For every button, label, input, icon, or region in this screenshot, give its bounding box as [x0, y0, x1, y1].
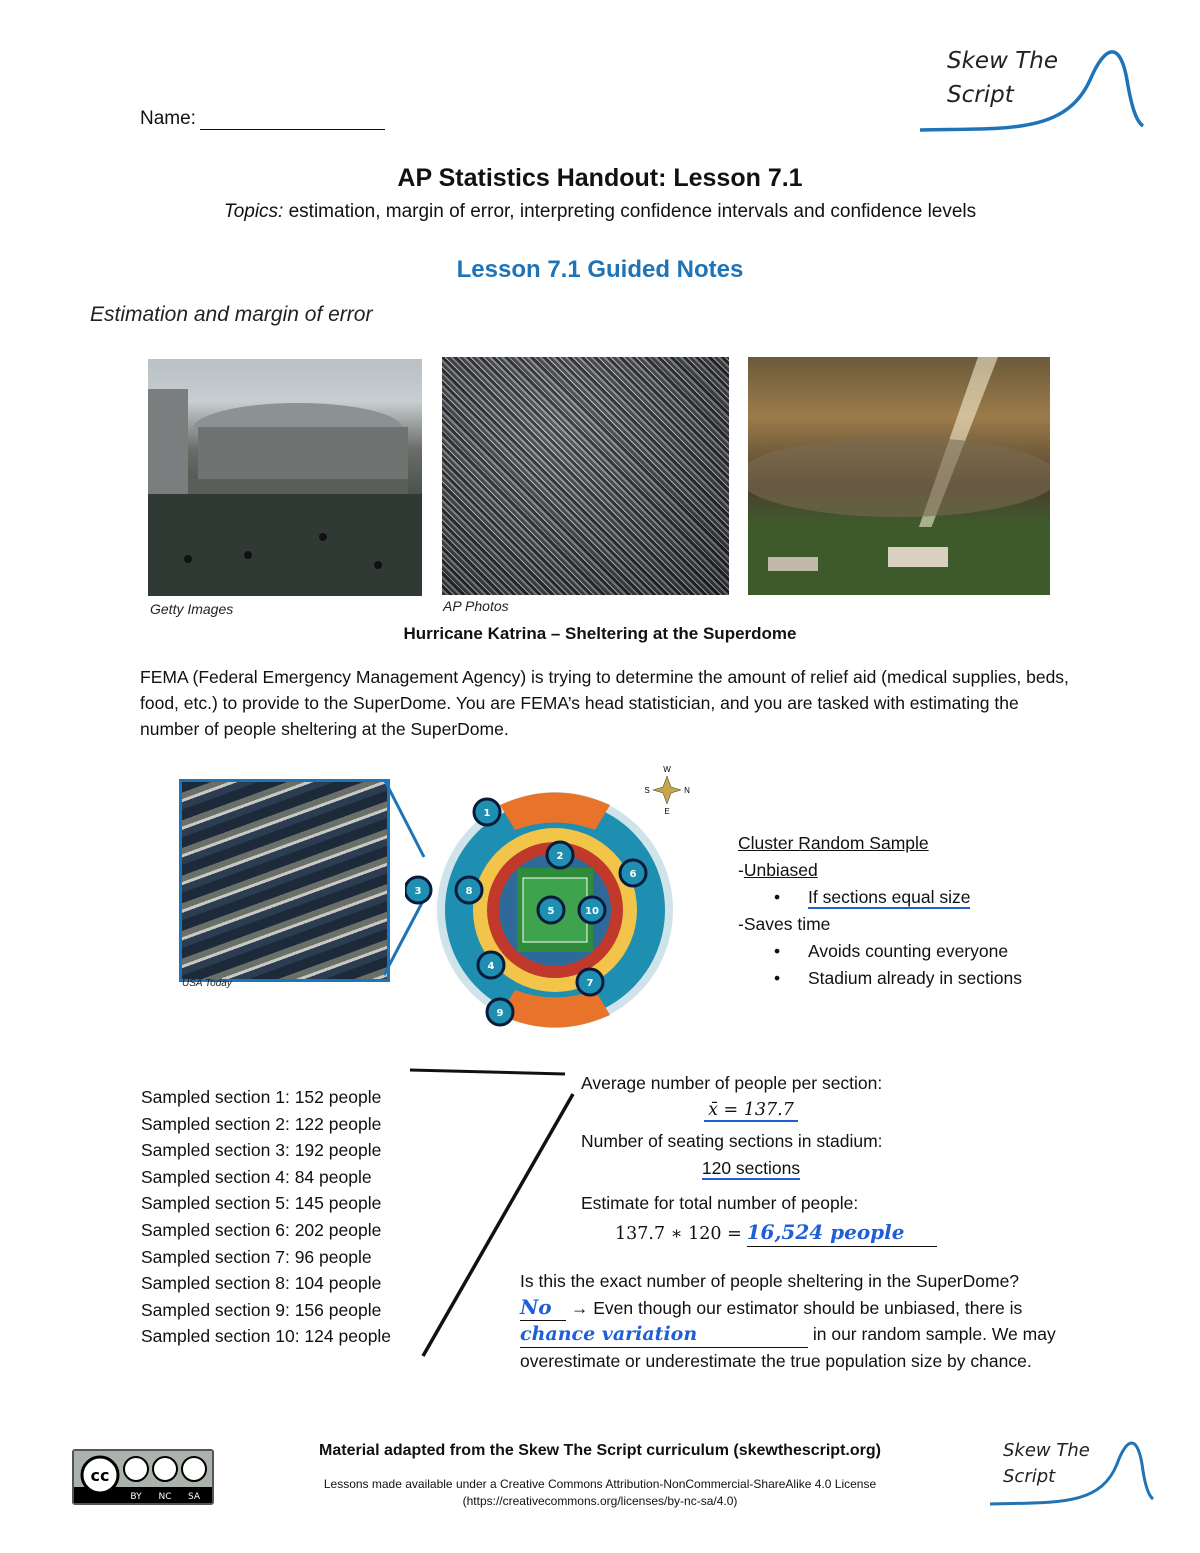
sample-row: Sampled section 5: 145 people	[141, 1193, 382, 1214]
estimate-row	[581, 1218, 937, 1248]
sample-row: Sampled section 4: 84 people	[141, 1166, 372, 1187]
question-block	[520, 1268, 1120, 1374]
estimate-label: Estimate for total number of people:	[581, 1193, 859, 1213]
logo-line1: Skew The	[1003, 1440, 1090, 1461]
cluster-bullet-1: • Stadium already in sections	[738, 965, 1022, 992]
question-line3	[520, 1321, 1120, 1348]
answer-chance-variation: chance variation	[520, 1321, 808, 1348]
topics	[0, 201, 1200, 223]
sample-row: Sampled section 7: 96 people	[141, 1246, 372, 1267]
question-line2	[520, 1294, 1120, 1321]
footer-attribution: Material adapted from the Skew The Script curriculum (skewthescript.org)	[319, 1442, 881, 1459]
section-marker-label: 6	[629, 869, 637, 880]
name-field	[140, 108, 385, 130]
sample-row: Sampled section 9: 156 people	[141, 1299, 382, 1320]
logo-top	[915, 40, 1145, 140]
cluster-item-saves-time: -Saves time	[738, 914, 831, 934]
logo-bottom	[985, 1432, 1155, 1512]
section-marker-label: 9	[496, 1008, 504, 1019]
compass-e: N	[684, 786, 690, 795]
cluster-equal-size-text: If sections equal size	[808, 887, 971, 907]
section-marker-label: 7	[586, 978, 594, 989]
logo-line2: Script	[1003, 1466, 1056, 1487]
avg-label: Average number of people per section:	[581, 1073, 883, 1093]
compass-w: S	[644, 786, 650, 795]
compass-n: W	[663, 765, 671, 774]
question-text: Is this the exact number of people sheltering in the SuperDome?	[520, 1271, 1020, 1291]
sample-row: Sampled section 1: 152 people	[141, 1087, 382, 1107]
section-marker-label: 5	[547, 906, 555, 917]
calculation-block	[581, 1068, 937, 1248]
sample-row: Sampled section 10: 124 people	[141, 1326, 392, 1347]
answer-no: No	[520, 1294, 566, 1321]
cc-nc: NC	[158, 1492, 172, 1502]
photo-crowd	[442, 357, 729, 595]
cluster-notes	[738, 830, 1022, 992]
samples-list	[141, 1084, 391, 1350]
name-label: Name:	[140, 108, 196, 129]
cluster-item-prefix: -	[738, 860, 744, 880]
cluster-heading: Cluster Random Sample	[738, 833, 929, 853]
sample-row: Sampled section 3: 192 people	[141, 1140, 382, 1161]
inset-seating-photo	[179, 779, 390, 982]
sections-value-row	[581, 1156, 921, 1180]
photo-credit-getty: Getty Images	[150, 601, 234, 617]
logo-line2: Script	[947, 82, 1014, 108]
question-line2-text: → Even though our estimator should be unbiased, there is	[570, 1298, 1023, 1318]
section-marker-label: 2	[556, 851, 564, 862]
cluster-bullet-0: • Avoids counting everyone	[738, 938, 1022, 965]
inset-credit: USA Today	[182, 978, 232, 989]
topics-text: estimation, margin of error, interpreting confidence intervals and confidence levels	[283, 201, 977, 222]
question-line4: overestimate or underestimate the true population size by chance.	[520, 1351, 1032, 1371]
section-marker-label: 1	[483, 808, 491, 819]
avg-value-row	[581, 1098, 921, 1122]
photo-flooded-superdome	[148, 359, 422, 596]
sample-row: Sampled section 6: 202 people	[141, 1219, 382, 1240]
photo-caption: Hurricane Katrina – Sheltering at the Superdome	[403, 624, 797, 643]
footer-license-text: Lessons made available under a Creative Commons Attribution-NonCommercial-ShareAlike 4.0 License	[323, 1477, 877, 1491]
cluster-unbiased-text: Unbiased	[743, 860, 818, 880]
section-marker-label: 10	[585, 906, 599, 917]
cc-sa: SA	[187, 1492, 201, 1502]
superdome-exterior-image	[148, 359, 422, 596]
sample-row: Sampled section 2: 122 people	[141, 1113, 382, 1134]
section-marker-label: 4	[487, 961, 495, 972]
avg-value: x̄ = 137.7	[704, 1100, 798, 1122]
section-heading: Estimation and margin of error	[90, 303, 373, 326]
name-blank[interactable]	[200, 111, 385, 130]
cluster-item-unbiased	[738, 857, 1022, 884]
topics-label: Topics:	[223, 201, 284, 222]
sample-row: Sampled section 8: 104 people	[141, 1273, 382, 1294]
superdome-interior-image	[748, 357, 1050, 595]
sections-value: 120 sections	[701, 1158, 801, 1178]
cluster-bullet-equal-size	[738, 884, 1022, 911]
photo-credit-ap: AP Photos	[443, 598, 509, 614]
section-marker-label: 3	[414, 886, 422, 897]
intro-paragraph: FEMA (Federal Emergency Management Agency) is trying to determine the amount of relief aid (medical supplies, beds, food, etc.) to provide to the SuperDome. You are FEMA’s head statistician, and you are tasked with estimating the number of people sheltering at the SuperDome.	[140, 667, 1069, 739]
question-line3-text: in our random sample. We may	[808, 1324, 1056, 1344]
cc-by: BY	[130, 1492, 142, 1502]
section-marker-label: 8	[465, 886, 473, 897]
photo-superdome-interior	[748, 357, 1050, 595]
compass-s: E	[664, 807, 670, 816]
estimate-answer: 16,524 people	[747, 1218, 937, 1247]
page-title: AP Statistics Handout: Lesson 7.1	[397, 164, 803, 192]
guided-notes-heading: Lesson 7.1 Guided Notes	[456, 256, 744, 283]
estimate-expr: 137.7 ∗ 120 =	[615, 1224, 742, 1244]
logo-line1: Skew The	[947, 48, 1058, 74]
sections-label: Number of seating sections in stadium:	[581, 1131, 883, 1151]
superdome-seating-diagram	[405, 760, 705, 1030]
cc-text: cc	[90, 1466, 110, 1485]
footer-license-url[interactable]: (https://creativecommons.org/licenses/by-nc-sa/4.0)	[462, 1494, 738, 1508]
